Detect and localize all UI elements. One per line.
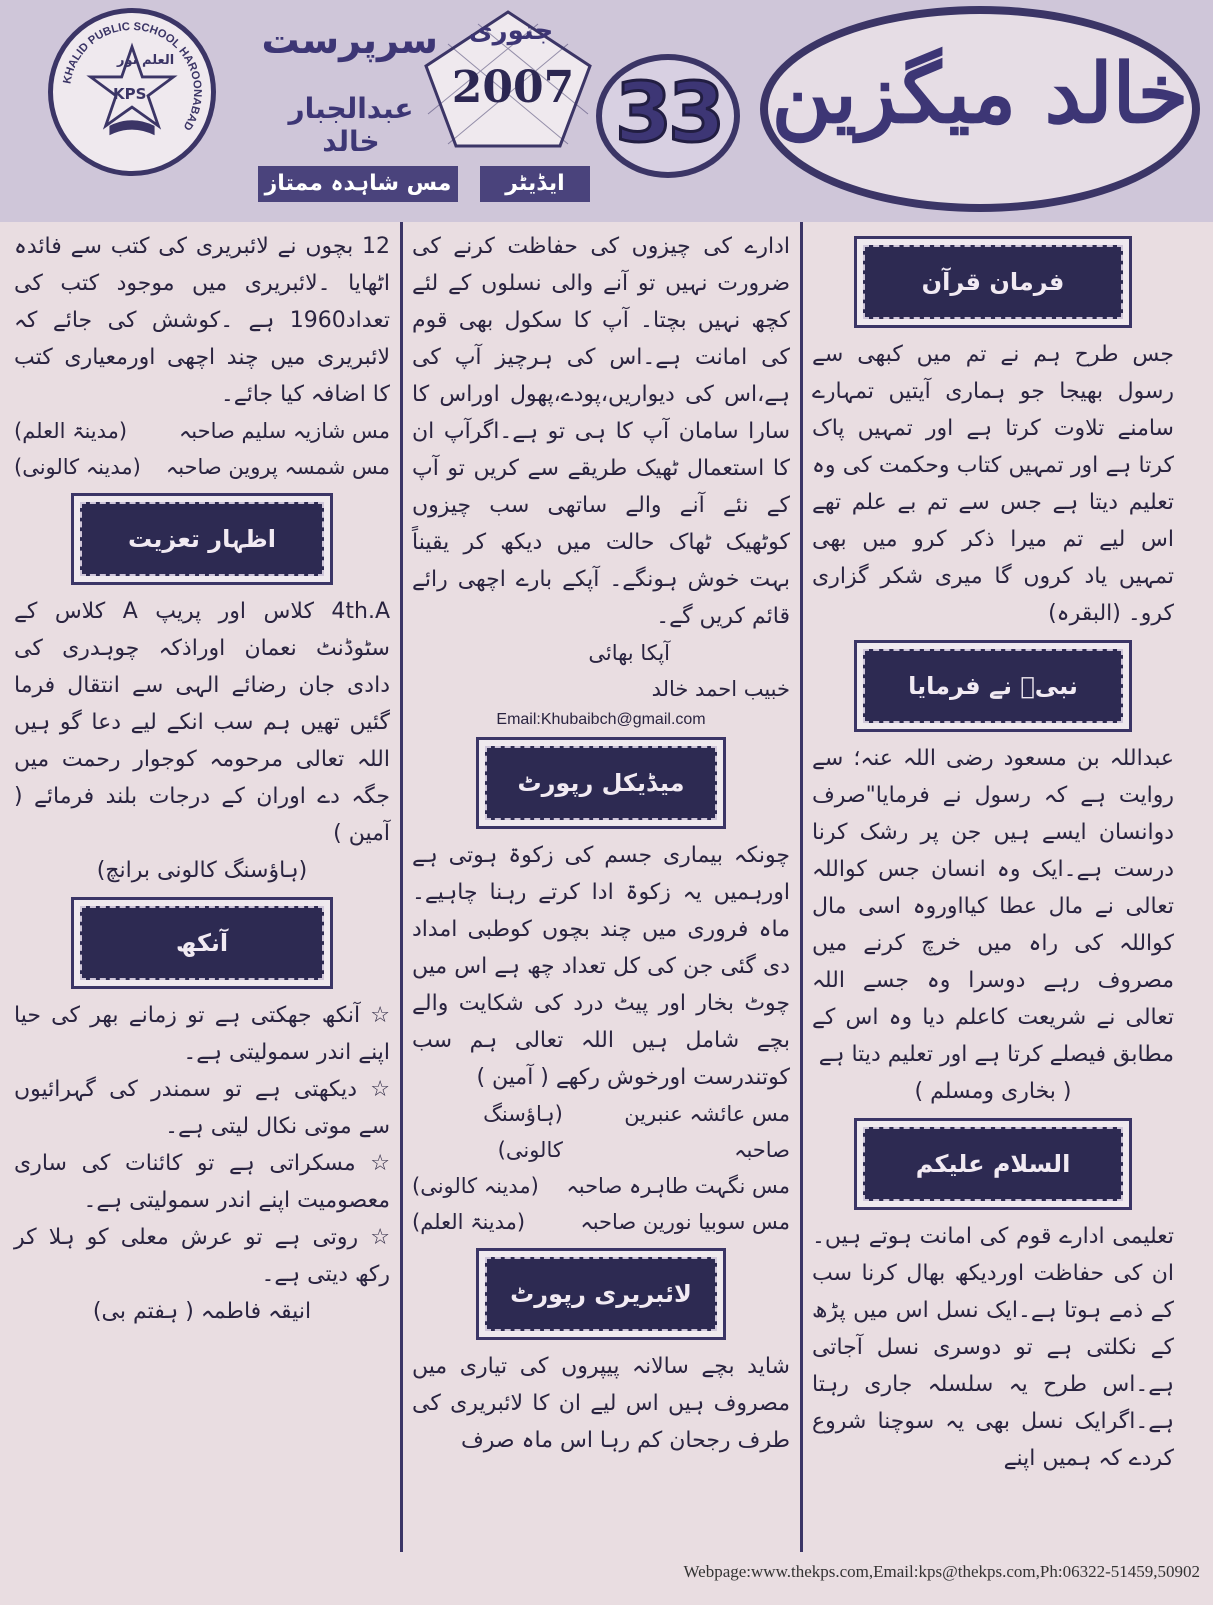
author-email: Email:Khubaibch@gmail.com [496, 711, 706, 728]
heading-quran-label: فرمان قرآن [921, 268, 1065, 296]
emblem-book-icon [109, 120, 154, 135]
column-divider [400, 222, 403, 1552]
signature-name: مس عائشہ عنبرین صاحبہ [624, 1102, 790, 1162]
magazine-title: خالد میگزین [771, 46, 1189, 142]
signature-name: مس شازیہ سلیم صاحبہ [178, 419, 390, 443]
heading-salam-label: السلام علیکم [915, 1150, 1071, 1178]
quran-text: جس طرح ہم نے تم میں کبھی سے رسول بھیجا جو ہماری آیتیں تمہارے سامنے تلاوت کرتا ہے اور تمہیں پاک کرتا ہے اور تمہیں کتاب وحکمت کی وہ تعلیم دیتا ہے جس سے تم بے علم تھے اس لیے تم میرا ذکر کرو میں بھی تمہیں یاد کروں گا میری شکر گزاری کرو۔ (البقرہ) [812, 342, 1174, 626]
emblem-ring-text: KHALID PUBLIC SCHOOL HAROONABAD [61, 20, 204, 133]
medical-signatures [412, 1096, 790, 1240]
heading-library-label: لائبریری رپورٹ [510, 1280, 692, 1308]
signature-name: مس سوبیا نورین صاحبہ [580, 1210, 790, 1234]
signature-row [14, 413, 390, 449]
library-stats-text: 12 بچوں نے لائبریری کی کتب سے فائدہ اٹھایا ۔لائبریری میں موجود کتب کی تعداد1960 ہے ۔کوشش کی جائے کہ لائبریری میں چند اچھی اورمعیاری کتب کا اضافہ کیا جائے۔ [14, 234, 390, 407]
signature-row [14, 449, 390, 485]
library-text: شاید بچے سالانہ پیپروں کی تیاری میں مصروف ہیں اس لیے ان کا لائبریری کی طرف رجحان کم رہا اس ماہ صرف [412, 1354, 790, 1453]
school-property-text: ادارے کی چیزوں کی حفاظت کرنے کی ضرورت نہیں تو آنے والی نسلوں کے لئے کچھ نہیں بچتا۔ آپ کا سکول بھی قوم کی امانت ہے۔اس کی ہرچیز آپ کی ہے،اس کی دیواریں،پودے،پھول اوراس کا سارا سامان آپ کا ہی تو ہے۔اگرآپ ان کا استعمال ٹھیک طریقے سے کریں تو آپ کے نئے آنے والے ساتھی سب چیزوں کوٹھیک ٹھاک حالت میں دیکھ کر یقیناً بہت خوش ہونگے۔ آپکے بارے اچھی رائے قائم کریں گے۔ [412, 234, 790, 629]
signature-branch: (مدینہ کالونی) [14, 455, 141, 479]
heading-hadith [854, 640, 1132, 732]
signature-row [412, 1168, 790, 1204]
issue-number: 33 [614, 66, 722, 161]
signature-name: مس نگہت طاہرہ صاحبہ [566, 1174, 790, 1198]
heading-medical [476, 737, 726, 829]
poem-author: انیقہ فاطمہ ( ہفتم بی) [92, 1299, 312, 1324]
sign-name: خبیب احمد خالد [651, 677, 790, 701]
patron-name: عبدالجبار خالد [288, 92, 414, 158]
poem-verse: ☆ روتی ہے تو عرش معلی کو ہلا کر رکھ دیتی ہے۔ [14, 1225, 390, 1287]
library-signatures [14, 413, 390, 485]
medical-text: چونکہ بیماری جسم کی زکوۃ ہوتی ہے اورہمیں یہ زکوۃ ادا کرتے رہنا چاہیے۔ ماہ فروری میں چند بچوں کوطبی امداد دی گئی جن کی کل تعداد چھ ہے اس میں چوٹ بخار اور پیٹ درد کی شکایت والے بچے شامل ہیں اللہ تعالی ہم سب کوتندرست اورخوش رکھے ( آمین ) [412, 843, 790, 1090]
signature-row [412, 1096, 790, 1168]
sign-label: آپکا بھائی [588, 641, 670, 665]
heading-eye-label: آنکھ [175, 929, 229, 957]
patron-label: سرپرست [261, 18, 438, 62]
footer-contact: Webpage:www.thekps.com,Email:kps@thekps.com,Ph:06322-51459,50902 [683, 1562, 1200, 1581]
masthead [0, 0, 1213, 222]
poem-verse: ☆ آنکھ جھکتی ہے تو زمانے بھر کی حیا اپنے اندر سمولیتی ہے۔ [14, 1003, 390, 1065]
heading-condolence-label: اظہار تعزیت [128, 525, 276, 553]
condolence-branch: (ہاؤسنگ کالونی برانچ) [96, 858, 308, 883]
editor-label: ایڈیٹر [480, 166, 590, 202]
heading-hadith-label: نبیؐ نے فرمایا [908, 672, 1078, 700]
signature-name: مس شمسہ پروین صاحبہ [165, 455, 390, 479]
signature-branch: (مدینۃ العلم) [412, 1210, 526, 1234]
poem-verse: ☆ مسکراتی ہے تو کائنات کی ساری معصومیت اپنے اندر سمولیتی ہے۔ [14, 1151, 390, 1213]
right-column [812, 228, 1174, 1477]
signature-branch: (مدینہ کالونی) [412, 1174, 539, 1198]
salam-text: تعلیمی ادارے قوم کی امانت ہوتے ہیں۔ان کی حفاظت اوردیکھ بھال کرنا سب کے ذمے ہوتا ہے۔ایک نسل اس میں پڑھ کے نکلتی ہے تو دوسری نسل آجاتی ہے۔اس طرح یہ سلسلہ جاری رہتا ہے۔اگرایک نسل بھی یہ سوچنا شروع کردے کہ ہمیں اپنے [812, 1224, 1174, 1471]
condolence-text: 4th.A کلاس اور پریپ A کلاس کے سٹوڈنٹ نعمان اوراذکہ چوہدری کی دادی جان رضائے الہی سے انتقال فرما گئیں تھیں ہم سب انکے لیے دعا گو ہیں اللہ تعالی مرحومہ کوجوار رحمت میں جگہ دے اوران کے درجات بلند فرمائے ( آمین ) [14, 599, 390, 846]
eye-poem [14, 997, 390, 1293]
heading-medical-label: میڈیکل رپورٹ [517, 769, 685, 797]
hadith-text: عبداللہ بن مسعود رضی اللہ عنہ؛ سے روایت ہے کہ رسول نے فرمایا"صرف دوانسان ایسے ہیں جن پر رشک کرنا درست ہے۔ایک وہ انسان جس کواللہ تعالی نے مال عطا کیااوروہ اسی مال کواللہ کی راہ میں خرچ کرنے میں مصروف رہے دوسرا وہ جسے اللہ تعالی نے شریعت کاعلم دیا وہ اس کے مطابق فیصلے کرتا ہے اور تعلیم دیتا ہے [812, 746, 1174, 1067]
heading-salam [854, 1118, 1132, 1210]
school-emblem [48, 8, 216, 176]
issue-month: جنوری [468, 16, 554, 46]
letter-signature [412, 635, 790, 671]
heading-quran [854, 236, 1132, 328]
hadith-source: ( بخاری ومسلم ) [914, 1079, 1072, 1104]
heading-library [476, 1248, 726, 1340]
signature-branch: (مدینۃ العلم) [14, 419, 128, 443]
poem-verse: ☆ دیکھتی ہے تو سمندر کی گہرائیوں سے موتی نکال لیتی ہے۔ [14, 1077, 390, 1139]
heading-condolence [71, 493, 333, 585]
middle-column [412, 228, 790, 1459]
editor-name: مس شاہدہ ممتاز [258, 166, 458, 202]
left-column [14, 228, 390, 1330]
signature-branch: (ہاؤسنگ کالونی) [483, 1102, 563, 1162]
emblem-motto: العلم نور [117, 53, 175, 68]
signature-row [412, 1204, 790, 1240]
heading-eye [71, 897, 333, 989]
column-divider [800, 222, 803, 1552]
emblem-initials: KPS [113, 85, 147, 103]
issue-year: 2007 [451, 62, 575, 113]
